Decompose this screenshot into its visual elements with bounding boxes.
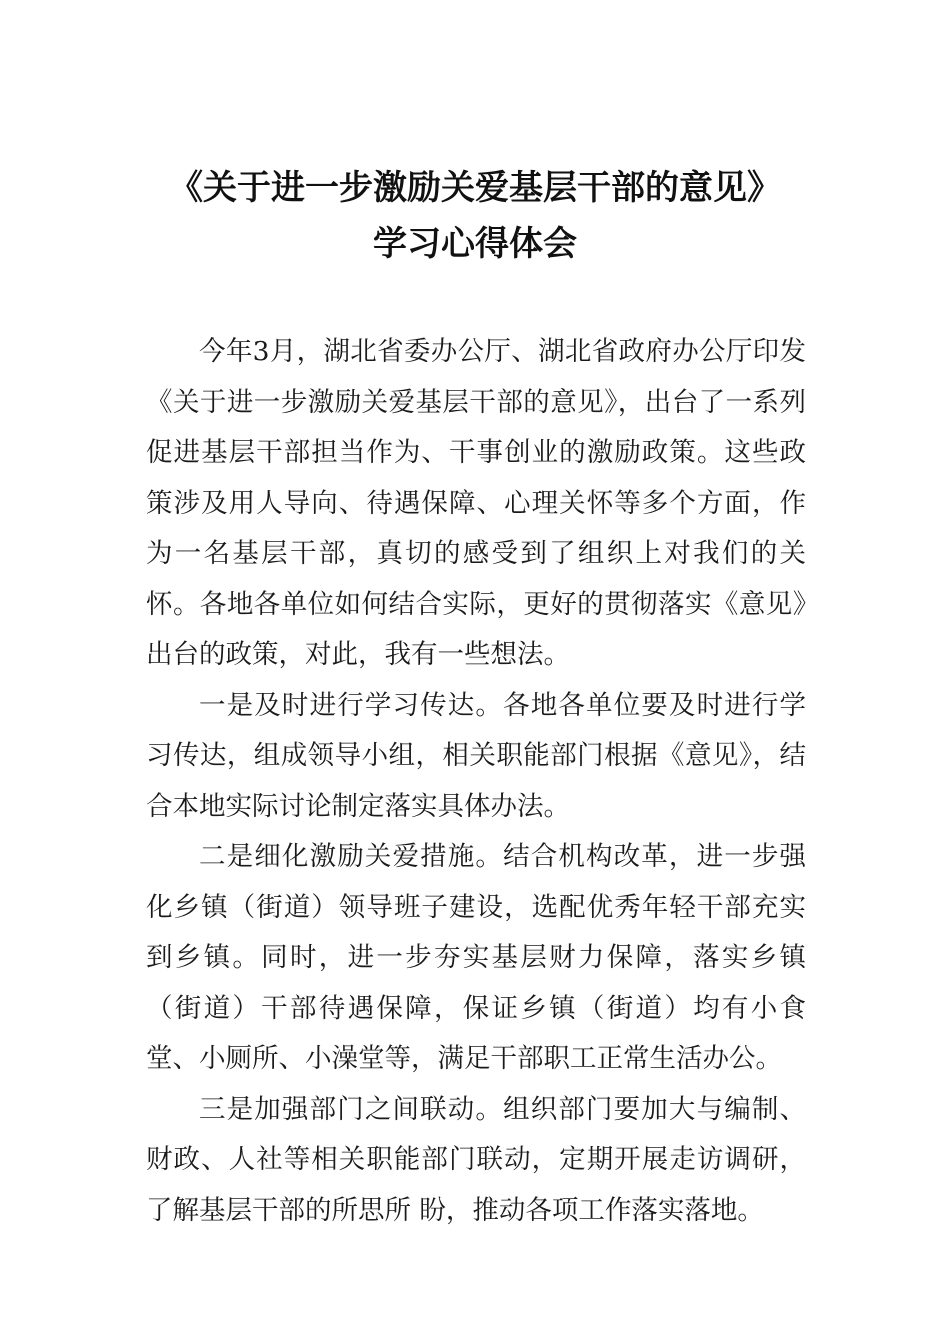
- document-title-line-1: 《关于进一步激励关爱基层干部的意见》: [169, 168, 781, 208]
- paragraph-point-one: 一是及时进行学习传达。各地各单位要及时进行学习传达，组成领导小组，相关职能部门根据《意见》，结合本地实际讨论制定落实具体办法。: [146, 689, 806, 822]
- document-title-line-2: 学习心得体会: [373, 224, 577, 264]
- paragraph-point-three: 三是加强部门之间联动。组织部门要加大与编制、财政、人社等相关职能部门联动，定期开展走访调研，了解基层干部的所思所 盼，推动各项工作落实落地。: [146, 1093, 806, 1226]
- paragraph-point-two: 二是细化激励关爱措施。结合机构改革，进一步强化乡镇（街道）领导班子建设，选配优秀年轻干部充实到乡镇。同时，进一步夯实基层财力保障，落实乡镇（街道）干部待遇保障，保证乡镇（街道）均有小食堂、小厕所、小澡堂等，满足干部职工正常生活办公。: [146, 841, 806, 1074]
- paragraph-intro: 今年3月，湖北省委办公厅、湖北省政府办公厅印发《关于进一步激励关爱基层干部的意见》，出台了一系列促进基层干部担当作为、干事创业的激励政策。这些政策涉及用人导向、待遇保障、心理关怀等多个方面，作为一名基层干部，真切的感受到了组织上对我们的关怀。各地各单位如何结合实际，更好的贯彻落实《意见》出台的政策，对此，我有一些想法。: [146, 336, 806, 670]
- document-body: [146, 327, 806, 1236]
